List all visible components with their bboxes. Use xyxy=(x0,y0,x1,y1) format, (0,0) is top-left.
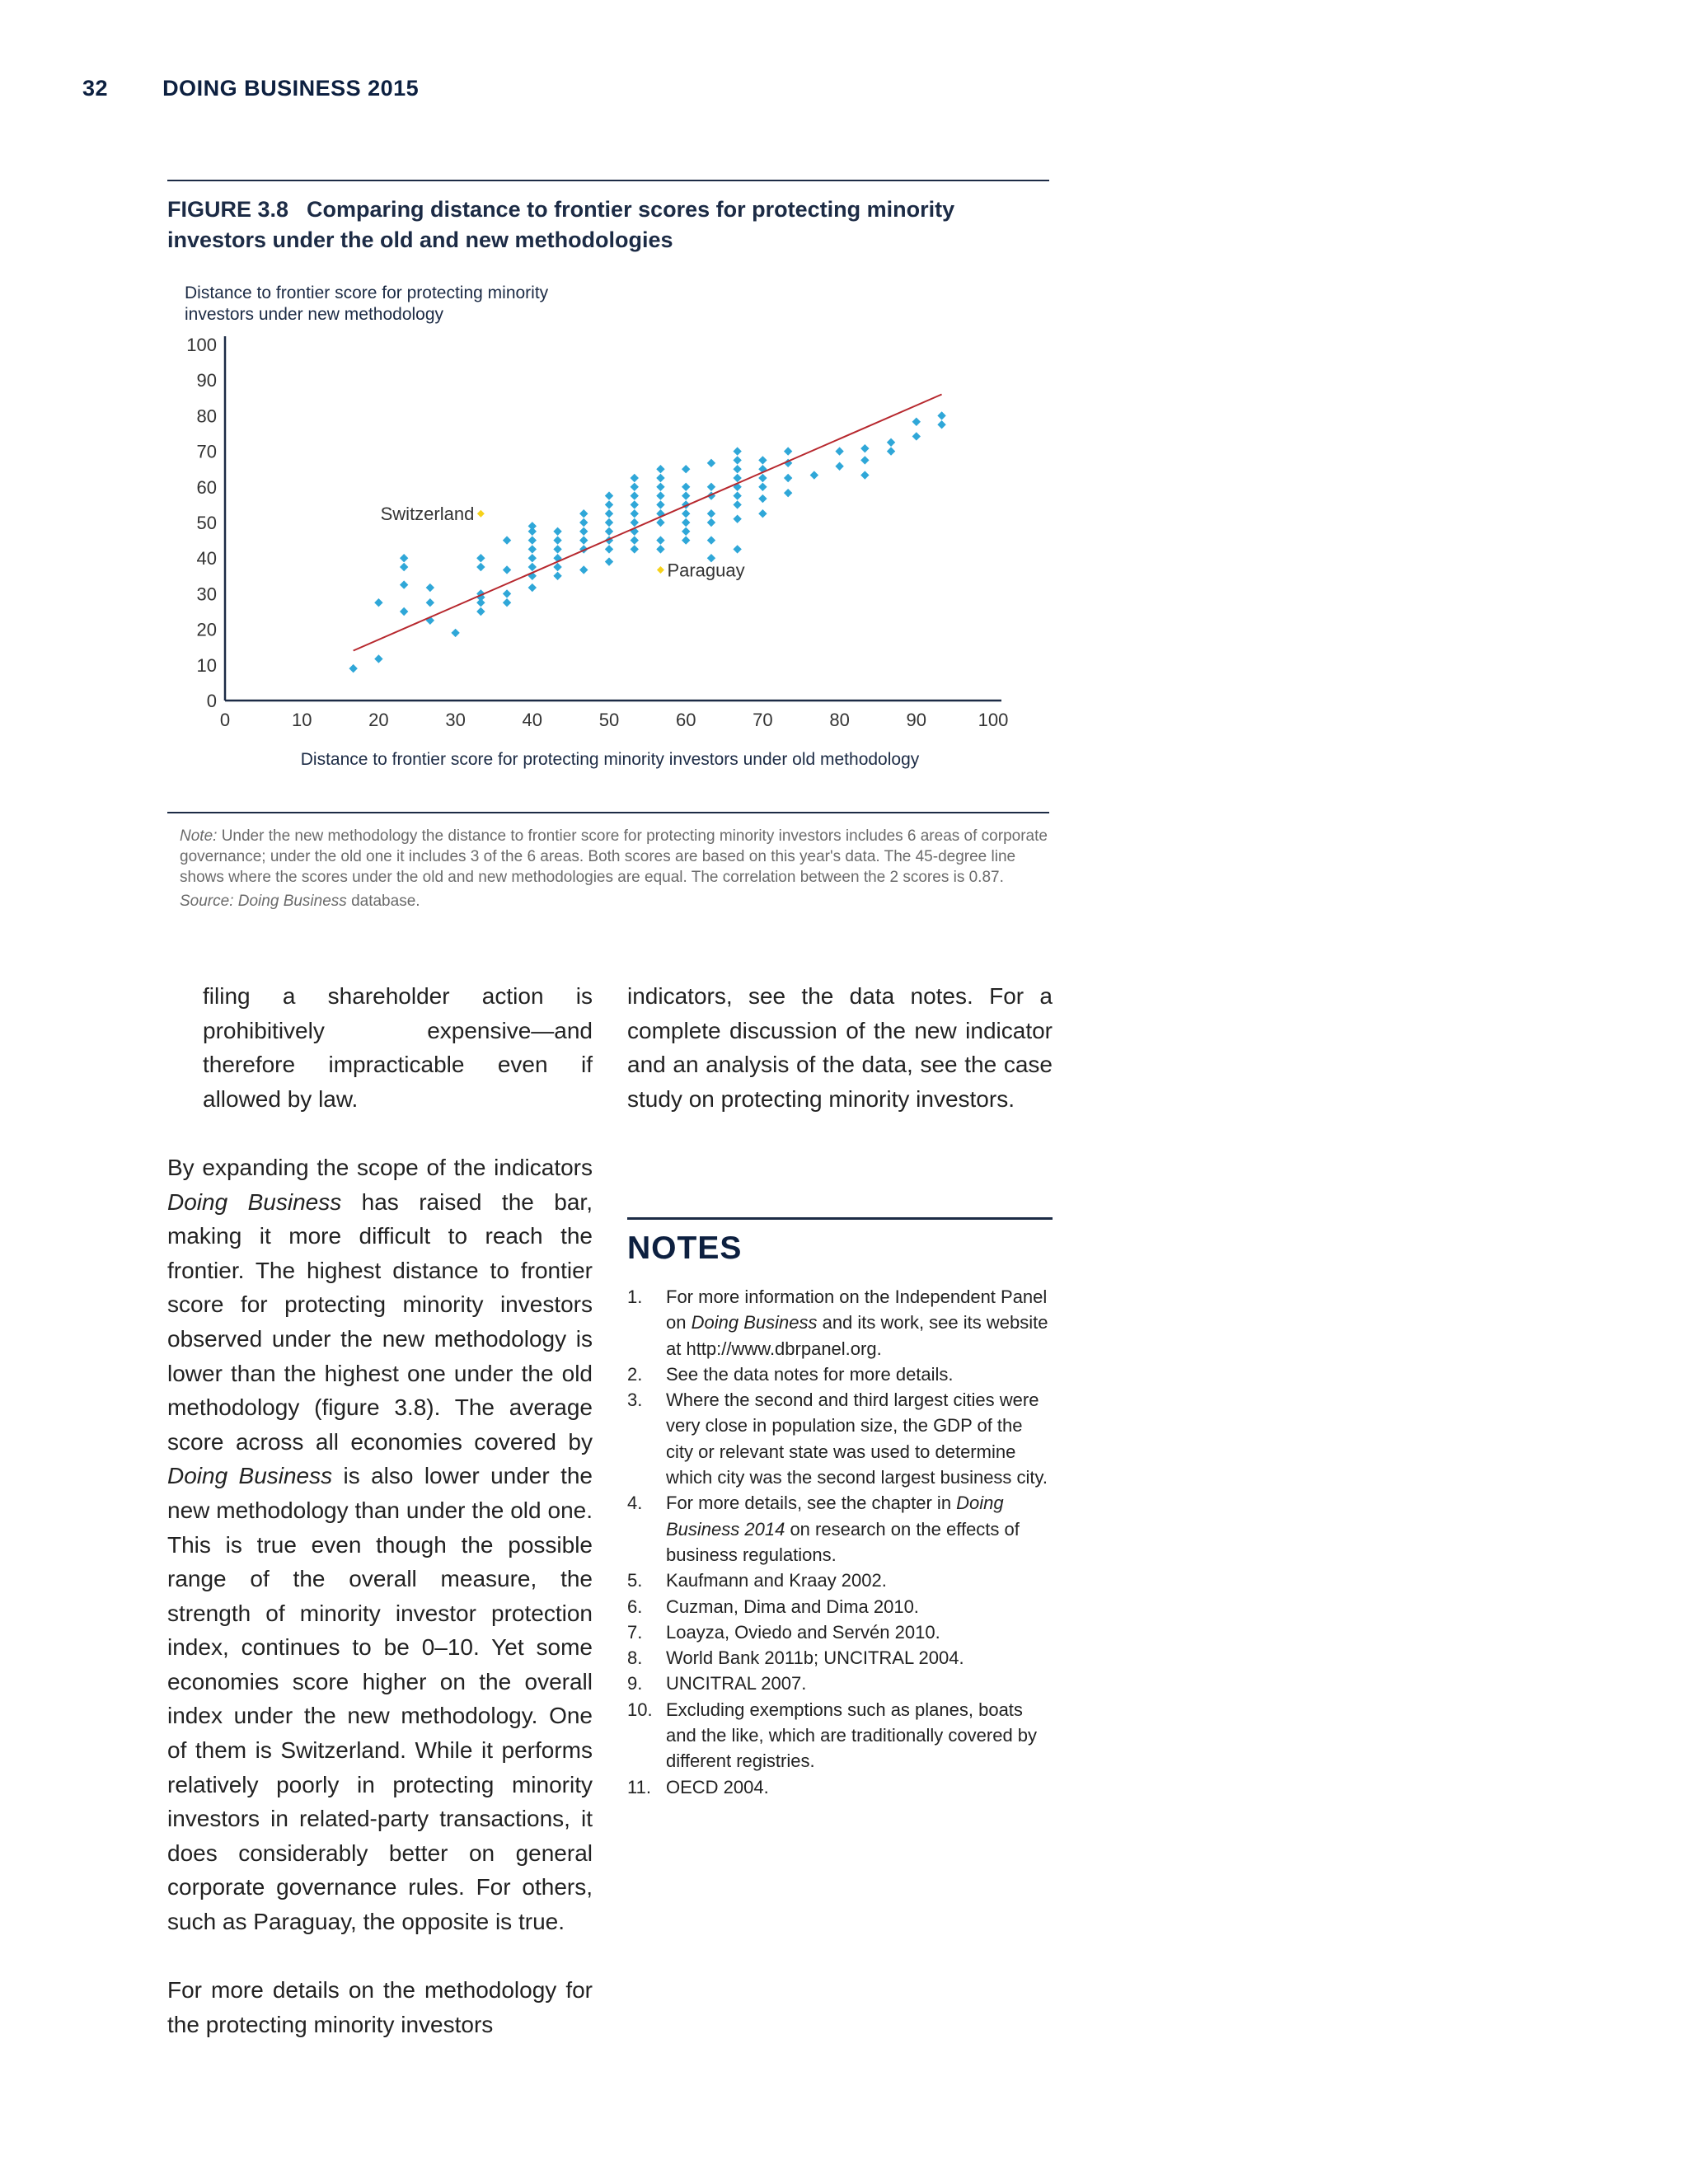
data-point xyxy=(631,483,639,491)
highlight-point xyxy=(657,566,664,574)
note-number: 6. xyxy=(627,1596,643,1617)
note-text: Excluding exemptions such as planes, boats and the like, which are traditionally covered by different registries. xyxy=(666,1699,1038,1772)
data-point xyxy=(579,527,588,536)
y-tick-label: 30 xyxy=(196,583,217,605)
figure-top-rule xyxy=(167,180,1049,181)
data-point xyxy=(682,491,690,499)
note-number: 8. xyxy=(627,1647,643,1669)
note-number: 11. xyxy=(627,1776,651,1797)
data-point xyxy=(528,554,537,562)
x-tick-label: 70 xyxy=(753,710,773,730)
data-point xyxy=(400,607,408,616)
data-point xyxy=(631,545,639,553)
data-point xyxy=(503,565,511,574)
note-text: Kaufmann and Kraay 2002. xyxy=(666,1570,887,1591)
note-item xyxy=(627,1697,1054,1774)
note-text: Under the new methodology the distance to frontier score for protecting minority investors includes 6 areas of corporate governance; under the old one it includes 3 of the 6 areas. Both scores are based on this year's data. The 45-degree line shows where the scores under the old and new methodologies are equal. The correlation between the 2 scores is 0.87. xyxy=(180,827,1048,886)
data-point xyxy=(758,494,767,503)
note-number: 5. xyxy=(627,1570,643,1591)
note-item xyxy=(627,1774,1054,1800)
note-item xyxy=(627,1619,1054,1645)
data-point xyxy=(810,471,818,479)
note-item xyxy=(627,1284,1054,1361)
note-text: OECD 2004. xyxy=(666,1776,769,1797)
data-point xyxy=(605,557,613,565)
data-point xyxy=(451,629,459,637)
note-number: 3. xyxy=(627,1390,643,1411)
source-prefix: Source: xyxy=(180,893,234,910)
data-point xyxy=(400,580,408,588)
figure-bottom-rule xyxy=(167,812,1049,813)
data-point xyxy=(656,491,664,499)
note-number: 2. xyxy=(627,1363,643,1385)
data-point xyxy=(579,536,588,544)
data-point xyxy=(528,545,537,553)
data-point xyxy=(707,483,715,491)
data-point xyxy=(631,500,639,509)
body-column-right xyxy=(627,979,1053,1151)
highlight-label: Paraguay xyxy=(667,560,745,581)
x-tick-label: 10 xyxy=(291,710,312,730)
data-point xyxy=(426,598,434,607)
note-number: 4. xyxy=(627,1493,643,1514)
data-point xyxy=(605,491,613,499)
data-point xyxy=(733,514,741,523)
data-point xyxy=(503,598,511,607)
data-point xyxy=(912,432,921,440)
data-point xyxy=(682,518,690,527)
note-item xyxy=(627,1671,1054,1696)
x-tick-label: 50 xyxy=(598,710,620,730)
data-point xyxy=(605,509,613,518)
y-axis-label-line1: Distance to frontier score for protecting minority xyxy=(185,284,549,302)
y-tick-label: 40 xyxy=(196,548,217,569)
note-text: See the data notes for more details. xyxy=(666,1363,954,1385)
data-point xyxy=(605,518,613,527)
data-point xyxy=(656,474,664,482)
data-point xyxy=(887,447,895,455)
data-point xyxy=(682,536,690,544)
note-text: For more details, see the chapter in Doing Business 2014 on research on the effects of business regulations. xyxy=(666,1493,1020,1565)
data-point xyxy=(553,563,561,571)
data-point xyxy=(476,563,485,571)
running-header xyxy=(82,76,419,101)
note-number: 10. xyxy=(627,1699,653,1720)
data-point xyxy=(733,500,741,509)
figure-caption: Comparing distance to frontier scores for protecting minority investors under the old and new methodologies xyxy=(167,197,955,252)
data-point xyxy=(631,536,639,544)
note-item xyxy=(627,1490,1054,1568)
y-tick-label: 0 xyxy=(206,691,217,711)
data-point xyxy=(758,509,767,518)
data-point xyxy=(553,536,561,544)
data-point xyxy=(784,489,792,497)
x-axis-label: Distance to frontier score for protecting minority investors under old methodology xyxy=(300,750,920,769)
highlight-point xyxy=(477,510,485,518)
data-point xyxy=(733,456,741,464)
data-point xyxy=(605,545,613,553)
figure-title xyxy=(167,194,1049,255)
data-point xyxy=(835,447,843,455)
data-point xyxy=(631,509,639,518)
y-tick-label: 70 xyxy=(196,441,217,462)
data-point xyxy=(860,456,869,464)
note-text: Loayza, Oviedo and Servén 2010. xyxy=(666,1621,940,1643)
data-point xyxy=(733,491,741,499)
paragraph-details: For more details on the methodology for the protecting minority investors xyxy=(167,1977,593,2037)
data-point xyxy=(528,563,537,571)
source-rest: database. xyxy=(346,893,420,910)
note-number: 9. xyxy=(627,1673,643,1694)
y-axis-label-line2: investors under new methodology xyxy=(185,305,444,324)
y-tick-label: 20 xyxy=(196,619,217,640)
note-item xyxy=(627,1645,1054,1671)
paragraph-continued: filing a shareholder action is prohibitively expensive—and therefore impracticable even if allowed by law. xyxy=(203,983,593,1112)
y-tick-label: 100 xyxy=(186,335,217,355)
data-point xyxy=(553,527,561,536)
paragraph-indicators: indicators, see the data notes. For a complete discussion of the new indicator and an analysis of the data, see the case study on protecting minority investors. xyxy=(627,983,1053,1112)
data-point xyxy=(553,545,561,553)
data-point xyxy=(758,483,767,491)
note-text: Cuzman, Dima and Dima 2010. xyxy=(666,1596,919,1617)
x-tick-label: 0 xyxy=(219,710,231,730)
data-point xyxy=(579,565,588,574)
data-point xyxy=(503,536,511,544)
note-text: For more information on the Independent Panel on Doing Business and its work, see its website at http://www.dbrpanel.org. xyxy=(666,1286,1048,1359)
note-text: UNCITRAL 2007. xyxy=(666,1673,807,1694)
x-tick-label: 80 xyxy=(829,710,850,730)
data-point xyxy=(400,563,408,571)
data-point xyxy=(887,438,895,447)
data-point xyxy=(937,420,945,429)
notes-heading: NOTES xyxy=(627,1230,743,1266)
data-point xyxy=(605,500,613,509)
data-point xyxy=(605,527,613,536)
data-point xyxy=(374,598,382,607)
figure-label: FIGURE 3.8 xyxy=(167,197,289,222)
note-text: Where the second and third largest cities were very close in population size, the GDP of the city or relevant state was used to determine which city was the second largest business city. xyxy=(666,1390,1048,1488)
axis-ticks xyxy=(186,335,1008,730)
data-point xyxy=(860,444,869,452)
data-point xyxy=(682,483,690,491)
data-point xyxy=(733,545,741,553)
data-point xyxy=(528,583,537,592)
x-tick-label: 60 xyxy=(675,710,696,730)
data-point xyxy=(733,447,741,455)
data-point xyxy=(528,536,537,544)
source-italic: Doing Business xyxy=(237,893,347,910)
data-point xyxy=(528,522,537,530)
running-title: DOING BUSINESS 2015 xyxy=(162,76,420,101)
x-tick-label: 20 xyxy=(368,710,389,730)
data-point xyxy=(682,527,690,536)
data-point xyxy=(835,462,843,471)
notes-rule xyxy=(627,1217,1053,1220)
x-tick-label: 90 xyxy=(906,710,927,730)
highlight-label: Switzerland xyxy=(380,504,475,525)
note-item xyxy=(627,1568,1054,1593)
data-point xyxy=(682,509,690,518)
data-point xyxy=(400,554,408,562)
page-number: 32 xyxy=(82,76,109,101)
data-point xyxy=(937,411,945,419)
body-column-left xyxy=(167,979,593,2076)
data-point xyxy=(476,554,485,562)
note-text: World Bank 2011b; UNCITRAL 2004. xyxy=(666,1647,964,1669)
data-point xyxy=(631,474,639,482)
y-tick-label: 10 xyxy=(196,654,217,676)
x-tick-label: 30 xyxy=(445,710,466,730)
note-prefix: Note: xyxy=(180,827,218,845)
data-point xyxy=(656,545,664,553)
data-point xyxy=(784,474,792,482)
data-point xyxy=(707,509,715,518)
note-number: 1. xyxy=(627,1286,643,1307)
paragraph-methodology: By expanding the scope of the indicators Doing Business has raised the bar, making it more difficult to reach the frontier. The highest distance to frontier score for protecting minority investors observed under the new methodology is lower than the highest one under the old methodology (figure 3.8). The average score across all economies covered by Doing Business is also lower under the new methodology than under the old one. This is true even though the possible range of the overall measure, the strength of minority investor protection index, continues to be 0–10. Yet some economies score higher on the overall index under the new methodology. One of them is Switzerland. While it performs relatively poorly in protecting minority investors in related-party transactions, it does considerably better on general corporate governance rules. For others, such as Paraguay, the opposite is true. xyxy=(167,1154,593,1935)
data-point xyxy=(426,583,434,592)
data-point xyxy=(553,572,561,580)
data-point xyxy=(758,474,767,482)
data-point xyxy=(631,491,639,499)
y-tick-label: 60 xyxy=(196,476,217,498)
data-point xyxy=(476,607,485,616)
scatter-chart xyxy=(165,280,1055,791)
y-tick-label: 50 xyxy=(196,513,217,533)
data-point xyxy=(707,518,715,527)
data-points xyxy=(349,411,945,673)
note-number: 7. xyxy=(627,1621,643,1643)
notes-list xyxy=(627,1284,1054,1800)
highlighted-points xyxy=(381,504,745,580)
data-point xyxy=(707,459,715,467)
x-tick-label: 100 xyxy=(978,710,1009,730)
data-point xyxy=(733,474,741,482)
note-item xyxy=(627,1361,1054,1387)
data-point xyxy=(656,536,664,544)
data-point xyxy=(579,518,588,527)
data-point xyxy=(758,456,767,464)
y-tick-label: 90 xyxy=(196,370,217,391)
data-point xyxy=(349,664,357,673)
x-tick-label: 40 xyxy=(522,710,543,730)
data-point xyxy=(656,518,664,527)
data-point xyxy=(784,447,792,455)
data-point xyxy=(707,536,715,544)
note-item xyxy=(627,1594,1054,1619)
data-point xyxy=(656,465,664,473)
data-point xyxy=(682,465,690,473)
data-point xyxy=(374,654,382,663)
data-point xyxy=(656,500,664,509)
data-point xyxy=(912,418,921,426)
data-point xyxy=(579,509,588,518)
data-point xyxy=(733,465,741,473)
data-point xyxy=(503,589,511,598)
figure-note xyxy=(180,826,1050,912)
y-tick-label: 80 xyxy=(196,405,217,427)
data-point xyxy=(860,471,869,479)
data-point xyxy=(631,518,639,527)
data-point xyxy=(656,483,664,491)
axes xyxy=(225,336,1001,701)
note-item xyxy=(627,1387,1054,1490)
